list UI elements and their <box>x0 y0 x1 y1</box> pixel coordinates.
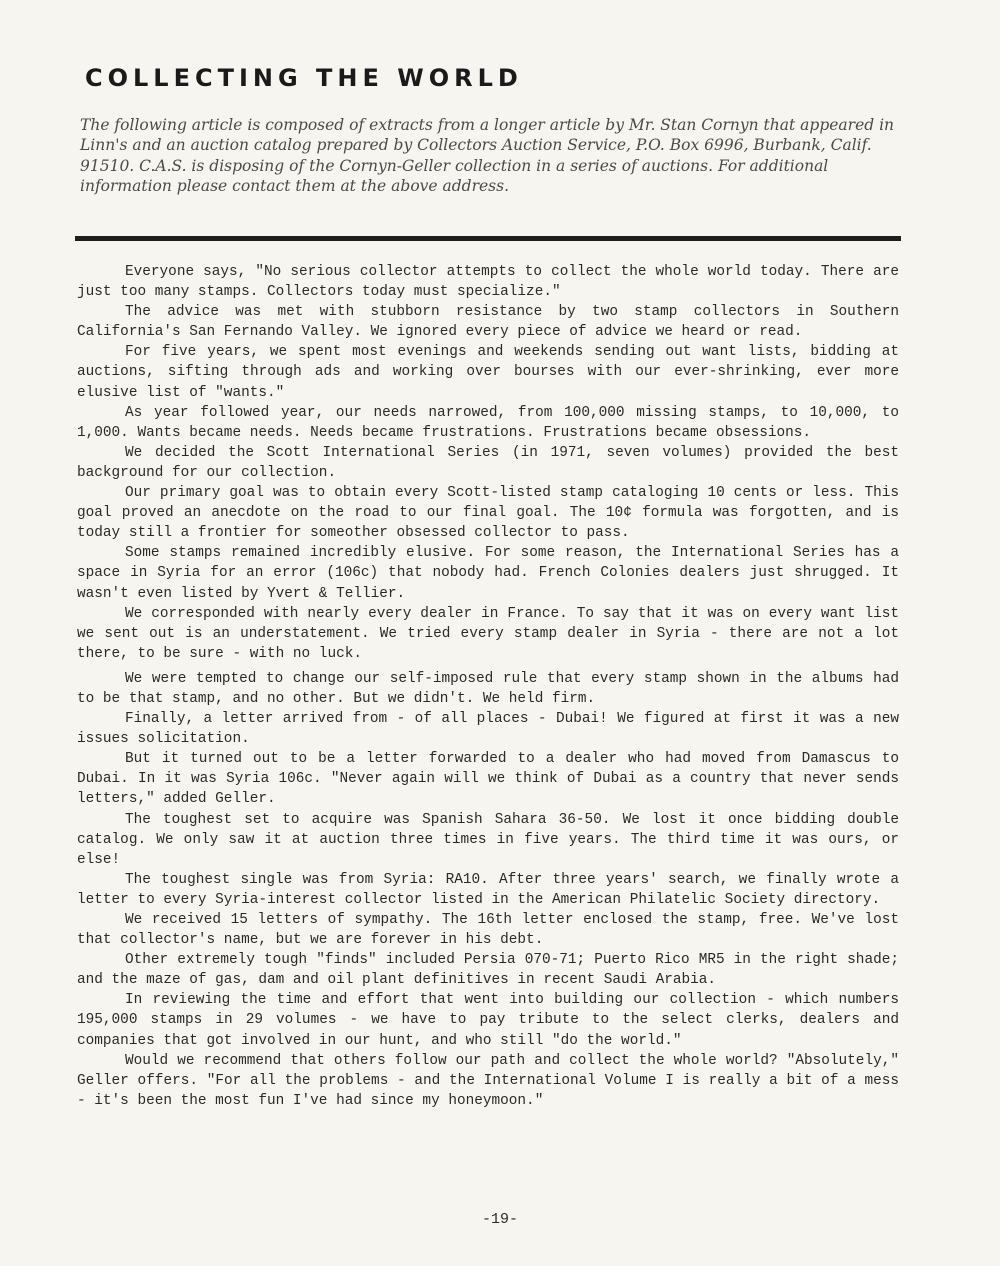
paragraph: The advice was met with stubborn resistance by two stamp collectors in Southern California's San Fernando Valley. We ignored every piece of advice we heard or read. <box>77 304 899 341</box>
paragraph: Everyone says, "No serious collector attempts to collect the whole world today. There are just too many stamps. Collectors today must specialize." <box>77 264 899 301</box>
article-title: COLLECTING THE WORLD <box>85 64 523 92</box>
paragraph: As year followed year, our needs narrowed, from 100,000 missing stamps, to 10,000, to 1,000. Wants became needs. Needs became frustrations. Frustrations became obsessions. <box>77 404 899 441</box>
paragraph: The toughest single was from Syria: RA10. After three years' search, we finally wrote a letter to every Syria-interest collector listed in the American Philatelic Society directory. <box>77 871 899 908</box>
page-number: -19- <box>481 1211 518 1228</box>
paragraph: Would we recommend that others follow our path and collect the whole world? "Absolutely," Geller offers. "For all the problems - and the International Volume I is really a bit of a mess - it's been the most fun I've had since my honeymoon." <box>77 1052 899 1109</box>
paragraph: For five years, we spent most evenings and weekends sending out want lists, bidding at auctions, sifting through ads and working over bourses with our ever-shrinking, ever more elusive list of "wants." <box>77 344 899 401</box>
divider-rule <box>75 236 901 241</box>
article-body <box>77 262 899 1111</box>
paragraph: Finally, a letter arrived from - of all places - Dubai! We figured at first it was a new issues solicitation. <box>77 711 899 748</box>
paragraph: The toughest set to acquire was Spanish Sahara 36-50. We lost it once bidding double catalog. We only saw it at auction three times in five years. The third time it was ours, or else! <box>77 811 899 868</box>
paragraph: In reviewing the time and effort that went into building our collection - which numbers 195,000 stamps in 29 volumes - we have to pay tribute to the select clerks, dealers and companies that got involved in our hunt, and who still "do the world." <box>77 992 899 1049</box>
paragraph: We decided the Scott International Series (in 1971, seven volumes) provided the best background for our collection. <box>77 444 899 481</box>
paragraph: Our primary goal was to obtain every Scott-listed stamp cataloging 10 cents or less. This goal proved an anecdote on the road to our final goal. The 10¢ formula was forgotten, and is today still a frontier for someother obsessed collector to pass. <box>77 485 899 542</box>
article-intro: The following article is composed of extracts from a longer article by Mr. Stan Cornyn that appeared in Linn's and an auction catalog prepared by Collectors Auction Service, P.O. Box 6996, Burbank, Calif. 91510. C.A.S. is disposing of the Cornyn-Geller collection in a series of auctions. For additional information please contact them at the above address. <box>80 116 895 196</box>
paragraph: We corresponded with nearly every dealer in France. To say that it was on every want list we sent out is an understatement. We tried every stamp dealer in Syria - there are not a lot there, to be sure - with no luck. <box>77 605 899 662</box>
paragraph: We received 15 letters of sympathy. The 16th letter enclosed the stamp, free. We've lost that collector's name, but we are forever in his debt. <box>77 912 899 949</box>
paragraph: We were tempted to change our self-imposed rule that every stamp shown in the albums had to be that stamp, and no other. But we didn't. We held firm. <box>77 670 899 707</box>
paragraph: Other extremely tough "finds" included Persia 070-71; Puerto Rico MR5 in the right shade; and the maze of gas, dam and oil plant definitives in recent Saudi Arabia. <box>77 952 899 989</box>
paragraph: Some stamps remained incredibly elusive. For some reason, the International Series has a space in Syria for an error (106c) that nobody had. French Colonies dealers just shrugged. It wasn't even listed by Yvert & Tellier. <box>77 545 899 602</box>
paragraph: But it turned out to be a letter forwarded to a dealer who had moved from Damascus to Dubai. In it was Syria 106c. "Never again will we think of Dubai as a country that never sends letters," added Geller. <box>77 751 899 808</box>
